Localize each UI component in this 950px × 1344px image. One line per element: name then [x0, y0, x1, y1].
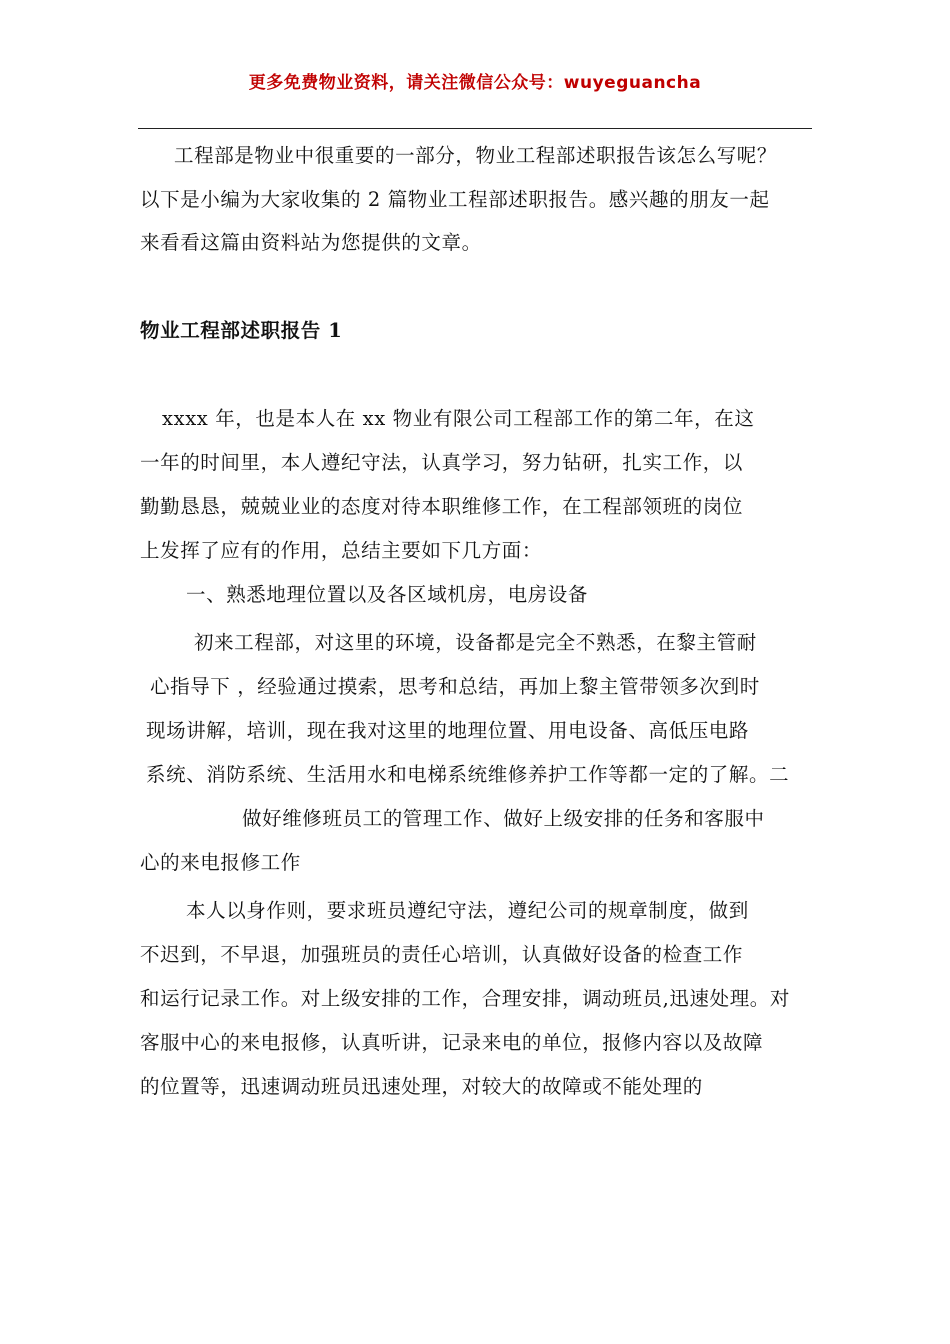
- section2-line: 不迟到，不早退，加强班员的责任心培训，认真做好设备的检查工作: [140, 943, 744, 966]
- section1-line: 初来工程部，对这里的环境，设备都是完全不熟悉，在黎主管耐: [194, 631, 757, 654]
- section2-line: 和运行记录工作。对上级安排的工作，合理安排，调动班员,迅速处理。对: [140, 987, 790, 1010]
- opening-line: 一年的时间里，本人遵纪守法，认真学习，努力钻研，扎实工作，以: [140, 451, 744, 474]
- section1-line: 心指导下 ，经验通过摸索，思考和总结，再加上黎主管带领多次到时: [150, 675, 760, 698]
- section1-title: 一、熟悉地理位置以及各区域机房，电房设备: [186, 583, 589, 606]
- section2-line: 的位置等，迅速调动班员迅速处理，对较大的故障或不能处理的: [140, 1075, 703, 1098]
- header-divider: [138, 128, 812, 129]
- intro-line: 来看看这篇由资料站为您提供的文章。: [140, 231, 482, 254]
- section1-line: 系统、消防系统、生活用水和电梯系统维修养护工作等都一定的了解。二: [146, 763, 790, 786]
- opening-line: 上发挥了应有的作用，总结主要如下几方面：: [140, 539, 543, 562]
- intro-line: 工程部是物业中很重要的一部分，物业工程部述职报告该怎么写呢？: [174, 144, 778, 167]
- section1-line: 现场讲解，培训，现在我对这里的地理位置、用电设备、高低压电路: [146, 719, 750, 742]
- section2-line: 本人以身作则，要求班员遵纪守法，遵纪公司的规章制度，做到: [186, 899, 749, 922]
- section2-title: 心的来电报修工作: [140, 851, 301, 874]
- opening-line: xxxx 年，也是本人在 xx 物业有限公司工程部工作的第二年，在这: [162, 407, 755, 430]
- section2-title: 做好维修班员工的管理工作、做好上级安排的任务和客服中: [242, 807, 765, 830]
- section2-line: 客服中心的来电报修，认真听讲，记录来电的单位，报修内容以及故障: [140, 1031, 764, 1054]
- promo-header: 更多免费物业资料，请关注微信公众号：wuyeguancha: [248, 73, 702, 93]
- report-title: 物业工程部述职报告 1: [140, 319, 343, 342]
- intro-line: 以下是小编为大家收集的 2 篇物业工程部述职报告。感兴趣的朋友一起: [140, 188, 770, 211]
- opening-line: 勤勤恳恳，兢兢业业的态度对待本职维修工作，在工程部领班的岗位: [140, 495, 744, 518]
